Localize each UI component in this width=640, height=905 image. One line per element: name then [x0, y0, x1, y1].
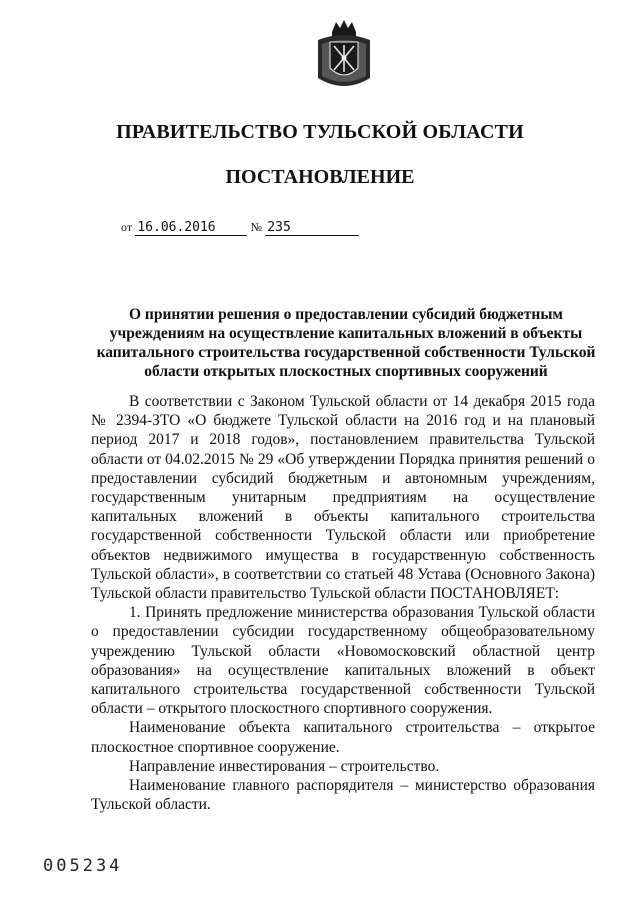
number-label: №	[250, 220, 263, 234]
body-paragraph: 1. Принять предложение министерства образования Тульской области о предоставлении субсидии государственному общеобразовательному учреждению Тульской области «Новомосковский областной центр образования» на осуществление капитальных вложений в объект капитального строительства государственной собственности Тульской области – открытого плоскостного спортивного сооружения.	[91, 604, 595, 718]
document-body	[91, 392, 595, 814]
date-number-line	[121, 219, 359, 236]
body-paragraph: В соответствии с Законом Тульской области от 14 декабря 2015 года № 2394-ЗТО «О бюджете Тульской области на 2016 год и на плановый период 2017 и 2018 годов», постановлением правительства Тульской области от 04.02.2015 № 29 «Об утверждении Порядка принятия решений о предоставлении субсидий бюджетным и автономным учреждениям, государственным унитарным предприятиям на осуществление капитальных вложений в объекты капитального строительства государственной собственности Тульской области или приобретение объектов недвижимого имущества в государственную собственность Тульской области», в соответствии со статьей 48 Устава (Основного Закона) Тульской области правительство Тульской области ПОСТАНОВЛЯЕТ:	[91, 393, 595, 603]
document-type-heading: ПОСТАНОВЛЕНИЕ	[225, 166, 415, 188]
document-date: 16.06.2016	[135, 220, 247, 236]
coat-of-arms-icon	[312, 18, 376, 94]
serial-number: 005234	[43, 856, 123, 876]
document-number: 235	[265, 220, 359, 236]
body-paragraph: Наименование объекта капитального строительства – открытое плоскостное спортивное сооружение.	[91, 719, 595, 756]
date-label: от	[121, 220, 133, 234]
body-paragraph: Наименование главного распорядителя – министерство образования Тульской области.	[91, 777, 595, 814]
body-paragraph: Направление инвестирования – строительство.	[129, 757, 440, 775]
organization-heading: ПРАВИТЕЛЬСТВО ТУЛЬСКОЙ ОБЛАСТИ	[116, 121, 524, 143]
document-title: О принятии решения о предоставлении субсидий бюджетным учреждениям на осуществление капитальных вложений в объекты капитального строительства государственной собственности Тульской области открытых плоскостных спортивных сооружений	[96, 306, 596, 380]
